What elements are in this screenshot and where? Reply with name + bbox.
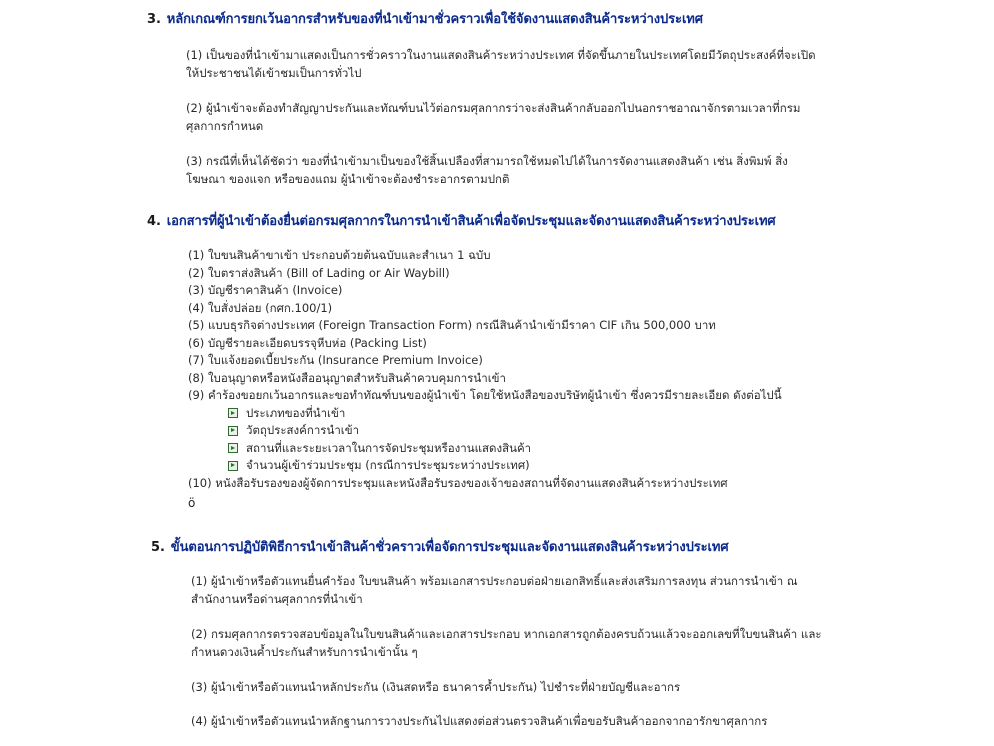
section-4-heading xyxy=(147,210,776,231)
section-3-heading xyxy=(147,8,703,29)
arrow-bullet-icon xyxy=(228,426,238,436)
section-3-number: 3. xyxy=(147,12,161,27)
arrow-bullet-icon xyxy=(228,408,238,418)
section-3-title: หลักเกณฑ์การยกเว้นอากรสำหรับของที่นำเข้ามาชั่วคราวเพื่อใช้จัดงานแสดงสินค้าระหว่างประเทศ xyxy=(166,12,703,27)
section-5-heading xyxy=(151,536,728,557)
list-item: (4) ใบสั่งปล่อย (กศก.100/1) xyxy=(188,300,333,315)
section-3-paragraph-2: (2) ผู้นำเข้าจะต้องทำสัญญาประกันและทัณฑ์บนไว้ต่อกรมศุลกากรว่าจะส่งสินค้ากลับออกไปนอกราชอาณาจักรตามเวลาที่กรมศุลกากรกำหนด xyxy=(186,101,801,133)
list-item: (8) ใบอนุญาตหรือหนังสืออนุญาตสำหรับสินค้าควบคุมการนำเข้า xyxy=(188,370,506,385)
sublist-item xyxy=(228,440,828,458)
sublist-item-label: วัตถุประสงค์การนำเข้า xyxy=(246,423,360,437)
list-item: (10) หนังสือรับรองของผู้จัดการประชุมและหนังสือรับรองของเจ้าของสถานที่จัดงานแสดงสินค้าระหว่างประเทศ xyxy=(188,475,728,490)
section-3-paragraph-1: (1) เป็นของที่นำเข้ามาแสดงเป็นการชั่วคราวในงานแสดงสินค้าระหว่างประเทศ ที่จัดขึ้นภายในประเทศโดยมีวัตถุประสงค์ที่จะเปิดให้ประชาชนได้เข้าชมเป็นการทั่วไป xyxy=(186,48,816,80)
section-5-paragraph-3: (3) ผู้นำเข้าหรือตัวแทนนำหลักประกัน (เงินสดหรือ ธนาคารค้ำประกัน) ไปชำระที่ฝ่ายบัญชีและอากร xyxy=(191,680,681,694)
section-4-title: เอกสารที่ผู้นำเข้าต้องยื่นต่อกรมศุลกากรในการนำเข้าสินค้าเพื่อจัดประชุมและจัดงานแสดงสินค้าระหว่างประเทศ xyxy=(166,214,776,229)
list-item: (7) ใบแจ้งยอดเบี้ยประกัน (Insurance Premium Invoice) xyxy=(188,353,483,367)
section-4-sublist xyxy=(188,405,828,475)
list-item: (2) ใบตราส่งสินค้า (Bill of Lading or Air Waybill) xyxy=(188,265,450,280)
list-item: (6) บัญชีรายละเอียดบรรจุหีบห่อ (Packing List) xyxy=(188,335,427,350)
list-item: (5) แบบธุรกิจต่างประเทศ (Foreign Transaction Form) กรณีสินค้านำเข้ามีราคา CIF เกิน 500,000 บาท xyxy=(188,318,716,332)
sublist-item-label: สถานที่และระยะเวลาในการจัดประชุมหรืองานแสดงสินค้า xyxy=(246,440,532,455)
sublist-item xyxy=(228,457,828,475)
section-5-paragraph-4: (4) ผู้นำเข้าหรือตัวแทนนำหลักฐานการวางประกันไปแสดงต่อส่วนตรวจสินค้าเพื่อขอรับสินค้าออกจากอารักขาศุลกากร xyxy=(191,714,768,728)
stray-character: ö xyxy=(188,496,196,510)
section-5-paragraph-2: (2) กรมศุลกากรตรวจสอบข้อมูลในใบขนสินค้าและเอกสารประกอบ หากเอกสารถูกต้องครบถ้วนแล้วจะออกเลขที่ใบขนสินค้า และกำหนดวงเงินค้ำประกันสำหรับการนำเข้านั้น ๆ xyxy=(191,627,822,659)
section-5-number: 5. xyxy=(151,540,165,555)
section-4-document-list xyxy=(188,247,828,492)
sublist-container xyxy=(188,405,828,475)
sublist-item xyxy=(228,422,828,440)
section-5-title: ขั้นตอนการปฏิบัติพิธีการนำเข้าสินค้าชั่วคราวเพื่อจัดการประชุมและจัดงานแสดงสินค้าระหว่างประเทศ xyxy=(170,540,729,555)
list-item: (1) ใบขนสินค้าขาเข้า ประกอบด้วยต้นฉบับและสำเนา 1 ฉบับ xyxy=(188,248,491,262)
sublist-item-label: จำนวนผู้เข้าร่วมประชุม (กรณีการประชุมระหว่างประเทศ) xyxy=(246,458,530,472)
section-5-paragraph-1: (1) ผู้นำเข้าหรือตัวแทนยื่นคำร้อง ใบขนสินค้า พร้อมเอกสารประกอบต่อฝ่ายเอกสิทธิ์และส่งเสริมการลงทุน ส่วนการนำเข้า ณ สำนักงานหรือด่านศุลกากรที่นำเข้า xyxy=(191,574,798,606)
sublist-item-label: ประเภทของที่นำเข้า xyxy=(246,405,346,420)
arrow-bullet-icon xyxy=(228,461,238,471)
section-4-number: 4. xyxy=(147,214,161,229)
list-item: (9) คำร้องขอยกเว้นอากรและขอทำทัณฑ์บนของผู้นำเข้า โดยใช้หนังสือของบริษัทผู้นำเข้า ซึ่งควรมีรายละเอียด ดังต่อไปนี้ xyxy=(188,388,782,402)
arrow-bullet-icon xyxy=(228,443,238,453)
sublist-item xyxy=(228,405,828,423)
list-item: (3) บัญชีราคาสินค้า (Invoice) xyxy=(188,283,343,297)
section-3-paragraph-3: (3) กรณีที่เห็นได้ชัดว่า ของที่นำเข้ามาเป็นของใช้สิ้นเปลืองที่สามารถใช้หมดไปได้ในการจัดงานแสดงสินค้า เช่น สิ่งพิมพ์ สิ่งโฆษณา ของแจก หรือของแถม ผู้นำเข้าจะต้องชำระอากรตามปกติ xyxy=(186,154,788,186)
